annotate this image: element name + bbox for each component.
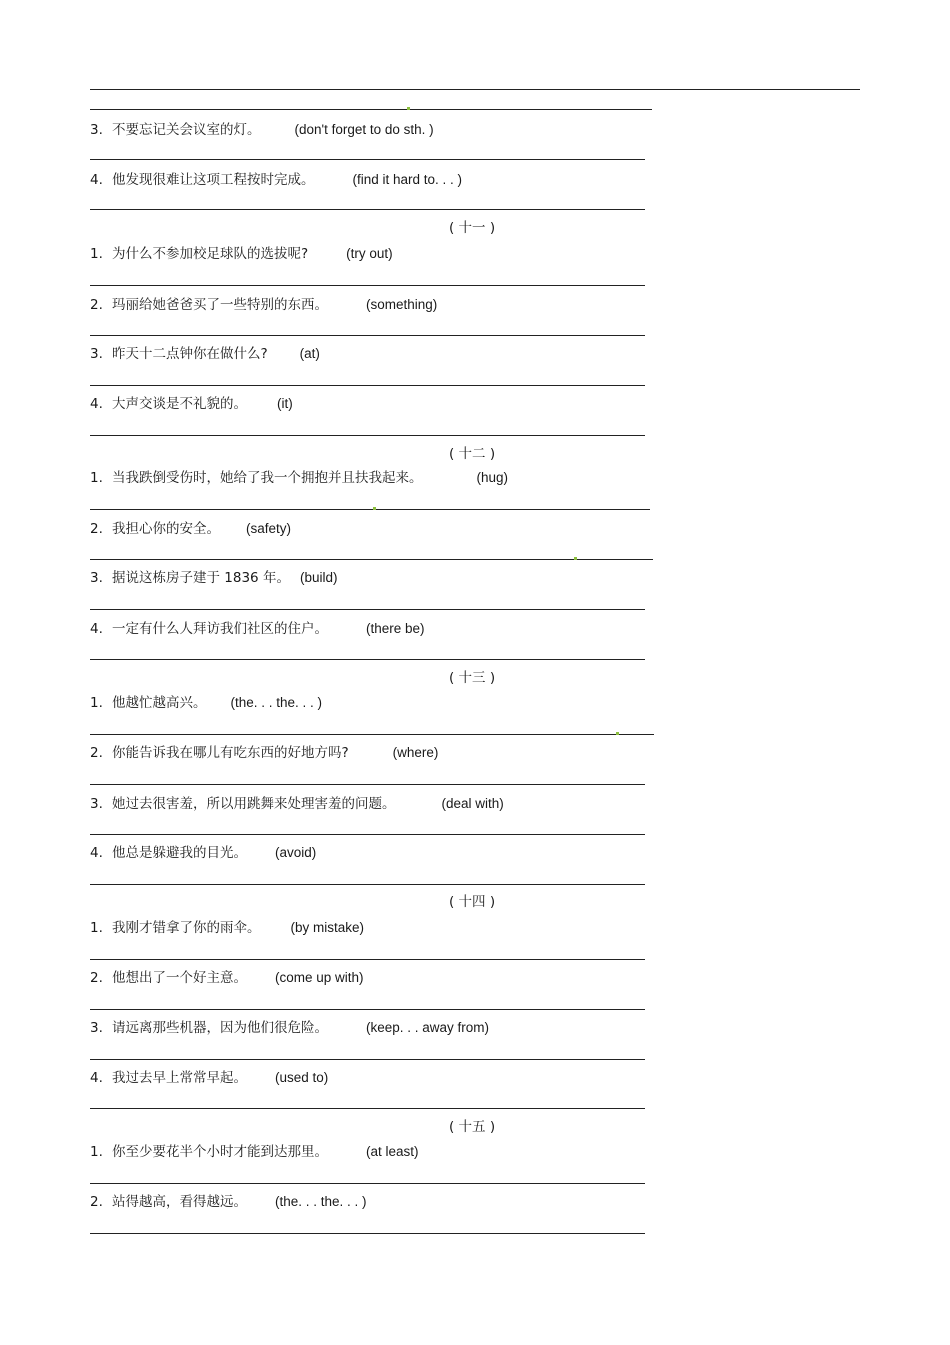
question-hint: (it) xyxy=(277,396,293,411)
section-title: ( 十三 ) xyxy=(449,670,496,686)
question-number: 2. xyxy=(90,521,103,537)
question-chinese: 昨天十二点钟你在做什么? xyxy=(112,346,268,362)
question-number: 3. xyxy=(90,570,103,586)
question-chinese: 据说这栋房子建于 1836 年。 xyxy=(112,570,290,586)
question-row xyxy=(90,246,393,262)
answer-line xyxy=(90,659,645,660)
question-hint: (find it hard to. . . ) xyxy=(352,172,463,187)
question-number: 3. xyxy=(90,1020,103,1036)
question-hint: (something) xyxy=(366,297,438,312)
question-row xyxy=(90,346,320,362)
answer-line xyxy=(90,609,645,610)
answer-line xyxy=(90,435,645,436)
answer-line xyxy=(90,385,645,386)
answer-line xyxy=(90,884,645,885)
question-row xyxy=(90,621,425,637)
question-chinese: 我担心你的安全。 xyxy=(112,521,220,537)
question-chinese: 我刚才错拿了你的雨伞。 xyxy=(112,920,261,936)
question-row xyxy=(90,122,434,138)
question-hint: (there be) xyxy=(366,621,425,636)
question-number: 1. xyxy=(90,470,103,486)
question-row xyxy=(90,1020,489,1036)
question-row xyxy=(90,796,504,812)
question-chinese: 大声交谈是不礼貌的。 xyxy=(112,396,247,412)
section-title: ( 十一 ) xyxy=(449,220,496,236)
question-hint: (used to) xyxy=(275,1070,329,1085)
question-row xyxy=(90,745,438,761)
question-row xyxy=(90,1144,419,1160)
question-hint: (try out) xyxy=(346,246,393,261)
question-chinese: 他发现很难让这项工程按时完成。 xyxy=(112,172,315,188)
answer-line xyxy=(90,209,645,210)
question-hint: (hug) xyxy=(476,470,509,485)
question-chinese: 不要忘记关会议室的灯。 xyxy=(112,122,261,138)
question-chinese: 你至少要花半个小时才能到达那里。 xyxy=(112,1144,328,1160)
answer-line xyxy=(90,1059,645,1060)
question-chinese: 你能告诉我在哪儿有吃东西的好地方吗? xyxy=(112,745,349,761)
question-row xyxy=(90,920,364,936)
section-title: ( 十二 ) xyxy=(449,446,496,462)
question-number: 4. xyxy=(90,845,103,861)
question-hint: (don't forget to do sth. ) xyxy=(294,122,434,137)
answer-line xyxy=(90,159,645,160)
question-row xyxy=(90,396,293,412)
question-chinese: 玛丽给她爸爸买了一些特别的东西。 xyxy=(112,297,328,313)
scan-mark xyxy=(407,107,410,110)
question-hint: (keep. . . away from) xyxy=(366,1020,490,1035)
question-hint: (the. . . the. . . ) xyxy=(230,695,323,710)
answer-line xyxy=(90,1108,645,1109)
question-hint: (by mistake) xyxy=(290,920,365,935)
question-hint: (safety) xyxy=(246,521,292,536)
question-hint: (at least) xyxy=(366,1144,419,1159)
question-hint: (where) xyxy=(392,745,439,760)
section-title: ( 十五 ) xyxy=(449,1119,496,1135)
section-title: ( 十四 ) xyxy=(449,894,496,910)
question-number: 1. xyxy=(90,695,103,711)
question-row xyxy=(90,570,337,586)
question-number: 4. xyxy=(90,396,103,412)
question-row xyxy=(90,297,437,313)
question-hint: (avoid) xyxy=(275,845,317,860)
scan-mark xyxy=(373,507,376,510)
question-row xyxy=(90,172,462,188)
question-hint: (the. . . the. . . ) xyxy=(275,1194,367,1209)
question-row xyxy=(90,1070,328,1086)
question-row xyxy=(90,1194,367,1210)
question-number: 2. xyxy=(90,1194,103,1210)
question-chinese: 请远离那些机器，因为他们很危险。 xyxy=(112,1020,328,1036)
question-row xyxy=(90,695,322,711)
answer-line xyxy=(90,834,645,835)
question-hint: (deal with) xyxy=(441,796,504,811)
question-chinese: 我过去早上常常早起。 xyxy=(112,1070,247,1086)
answer-line xyxy=(90,109,652,110)
question-number: 3. xyxy=(90,122,103,138)
answer-line xyxy=(90,335,645,336)
question-chinese: 当我跌倒受伤时，她给了我一个拥抱并且扶我起来。 xyxy=(112,470,423,486)
question-number: 4. xyxy=(90,1070,103,1086)
answer-line xyxy=(90,1233,645,1234)
question-number: 2. xyxy=(90,970,103,986)
question-chinese: 为什么不参加校足球队的选拔呢? xyxy=(112,246,309,262)
question-chinese: 他越忙越高兴。 xyxy=(112,695,207,711)
answer-line xyxy=(90,509,650,510)
question-number: 3. xyxy=(90,346,103,362)
answer-line xyxy=(90,1009,645,1010)
question-row xyxy=(90,470,508,486)
answer-line xyxy=(90,285,645,286)
question-number: 4. xyxy=(90,172,103,188)
question-number: 2. xyxy=(90,297,103,313)
answer-line xyxy=(90,559,653,560)
question-row xyxy=(90,521,291,537)
top-rule xyxy=(90,89,860,90)
answer-line xyxy=(90,734,654,735)
question-chinese: 站得越高，看得越远。 xyxy=(112,1194,247,1210)
question-row xyxy=(90,970,364,986)
question-chinese: 她过去很害羞，所以用跳舞来处理害羞的问题。 xyxy=(112,796,396,812)
question-number: 1. xyxy=(90,920,103,936)
question-number: 2. xyxy=(90,745,103,761)
answer-line xyxy=(90,959,645,960)
question-hint: (come up with) xyxy=(275,970,364,985)
question-number: 1. xyxy=(90,1144,103,1160)
question-chinese: 一定有什么人拜访我们社区的住户。 xyxy=(112,621,328,637)
answer-line xyxy=(90,784,645,785)
scan-mark xyxy=(574,557,577,560)
question-chinese: 他总是躲避我的目光。 xyxy=(112,845,247,861)
question-number: 1. xyxy=(90,246,103,262)
question-hint: (at) xyxy=(299,346,320,361)
scan-mark xyxy=(616,732,619,735)
question-number: 3. xyxy=(90,796,103,812)
question-number: 4. xyxy=(90,621,103,637)
question-hint: (build) xyxy=(299,570,338,585)
answer-line xyxy=(90,1183,645,1184)
question-row xyxy=(90,845,316,861)
question-chinese: 他想出了一个好主意。 xyxy=(112,970,247,986)
